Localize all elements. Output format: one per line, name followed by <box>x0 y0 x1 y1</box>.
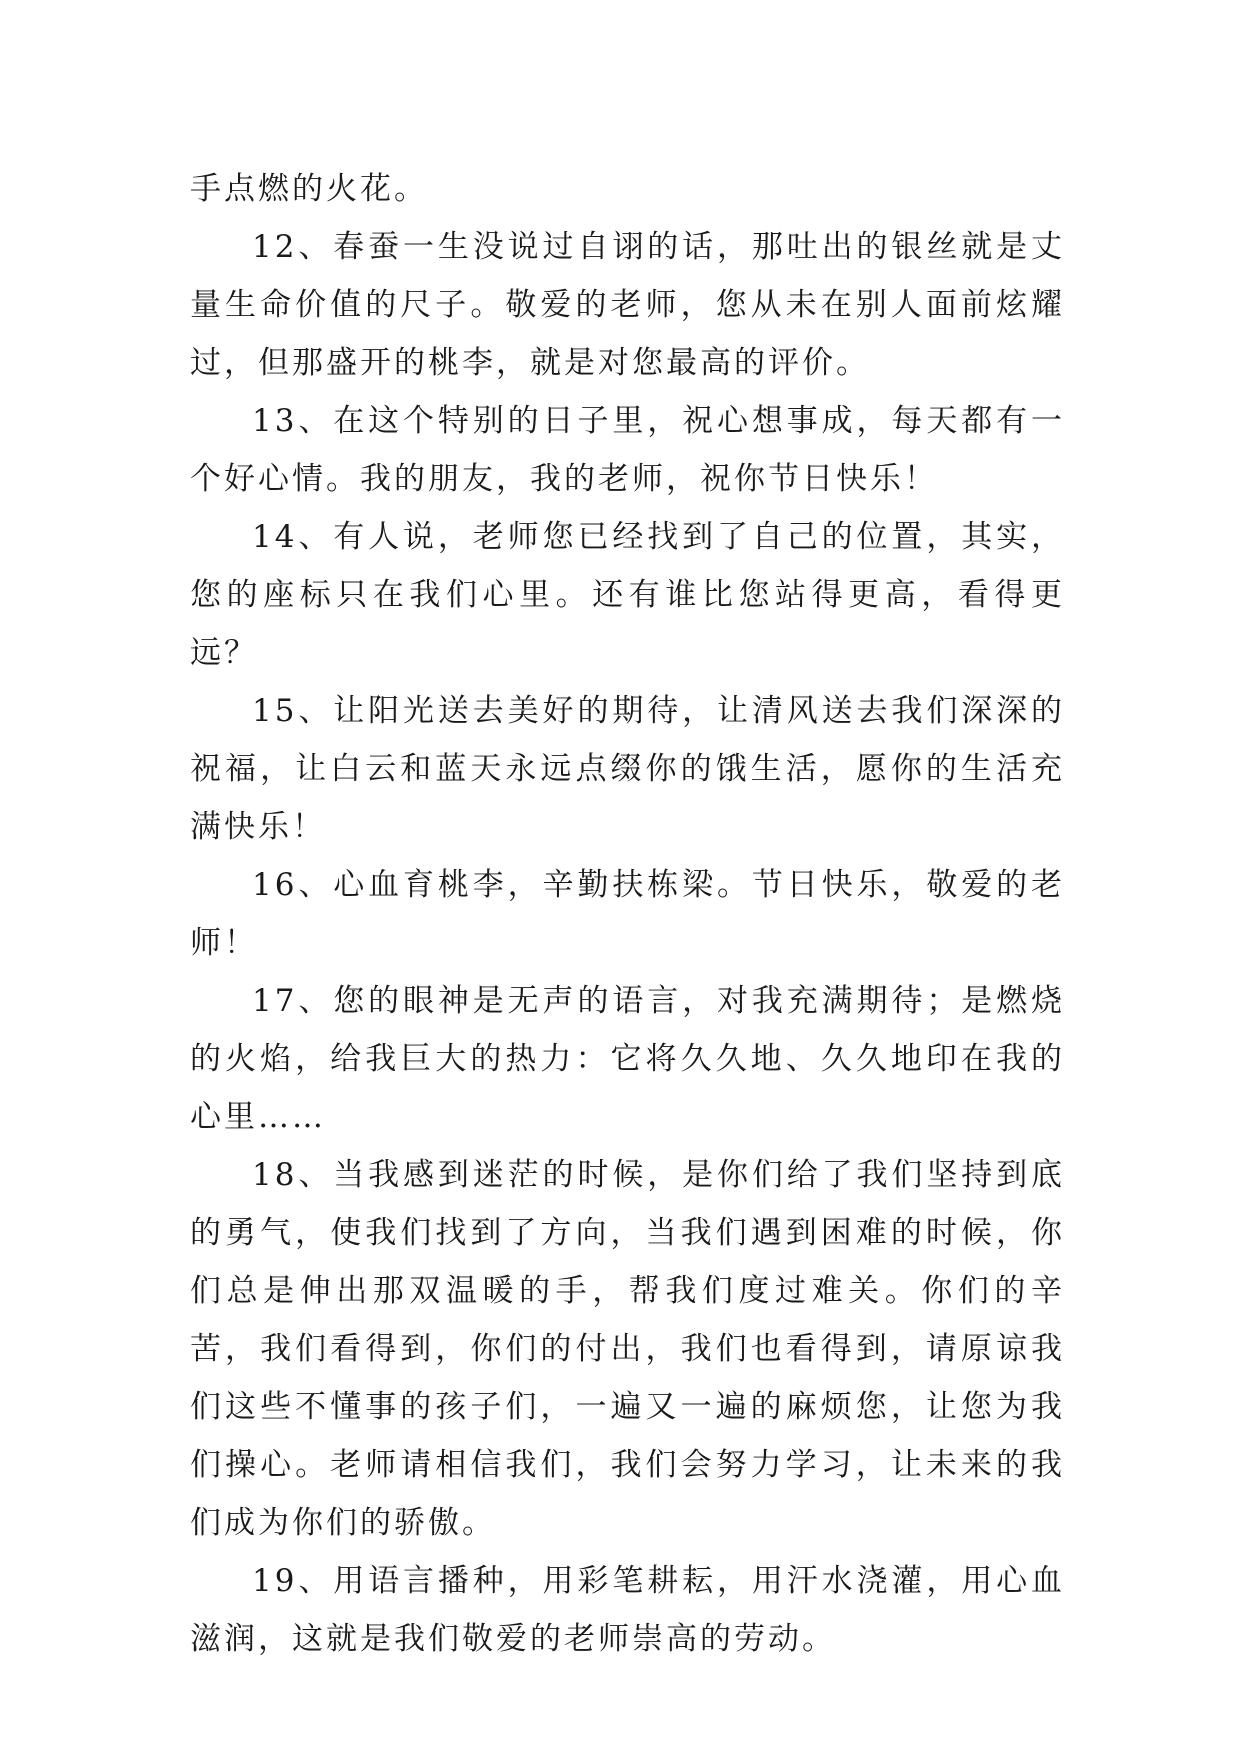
paragraph-15: 15、让阳光送去美好的期待，让清风送去我们深深的祝福，让白云和蓝天永远点缀你的饿生活，愿你的生活充满快乐！ <box>190 693 1065 845</box>
paragraph-14: 14、有人说，老师您已经找到了自己的位置，其实，您的座标只在我们心里。还有谁比您站得更高，看得更远？ <box>190 519 1065 671</box>
paragraph-17: 17、您的眼神是无声的语言，对我充满期待；是燃烧的火焰，给我巨大的热力：它将久久地、久久地印在我的心里…… <box>190 983 1065 1135</box>
paragraph-12: 12、春蚕一生没说过自诩的话，那吐出的银丝就是丈量生命价值的尺子。敬爱的老师，您从未在别人面前炫耀过，但那盛开的桃李，就是对您最高的评价。 <box>190 229 1065 381</box>
paragraph-18: 18、当我感到迷茫的时候，是你们给了我们坚持到底的勇气，使我们找到了方向，当我们遇到困难的时候，你们总是伸出那双温暖的手，帮我们度过难关。你们的辛苦，我们看得到，你们的付出，我们也看得到，请原谅我们这些不懂事的孩子们，一遍又一遍的麻烦您，让您为我们操心。老师请相信我们，我们会努力学习，让未来的我们成为你们的骄傲。 <box>190 1157 1065 1541</box>
paragraph-19: 19、用语言播种，用彩笔耕耘，用汗水浇灌，用心血滋润，这就是我们敬爱的老师崇高的劳动。 <box>190 1563 1065 1657</box>
paragraph-continuation: 手点燃的火花。 <box>190 171 428 207</box>
document-body <box>190 160 1065 1668</box>
paragraph-13: 13、在这个特别的日子里，祝心想事成，每天都有一个好心情。我的朋友，我的老师，祝你节日快乐！ <box>190 403 1065 497</box>
paragraph-16: 16、心血育桃李，辛勤扶栋梁。节日快乐，敬爱的老师！ <box>190 867 1065 961</box>
